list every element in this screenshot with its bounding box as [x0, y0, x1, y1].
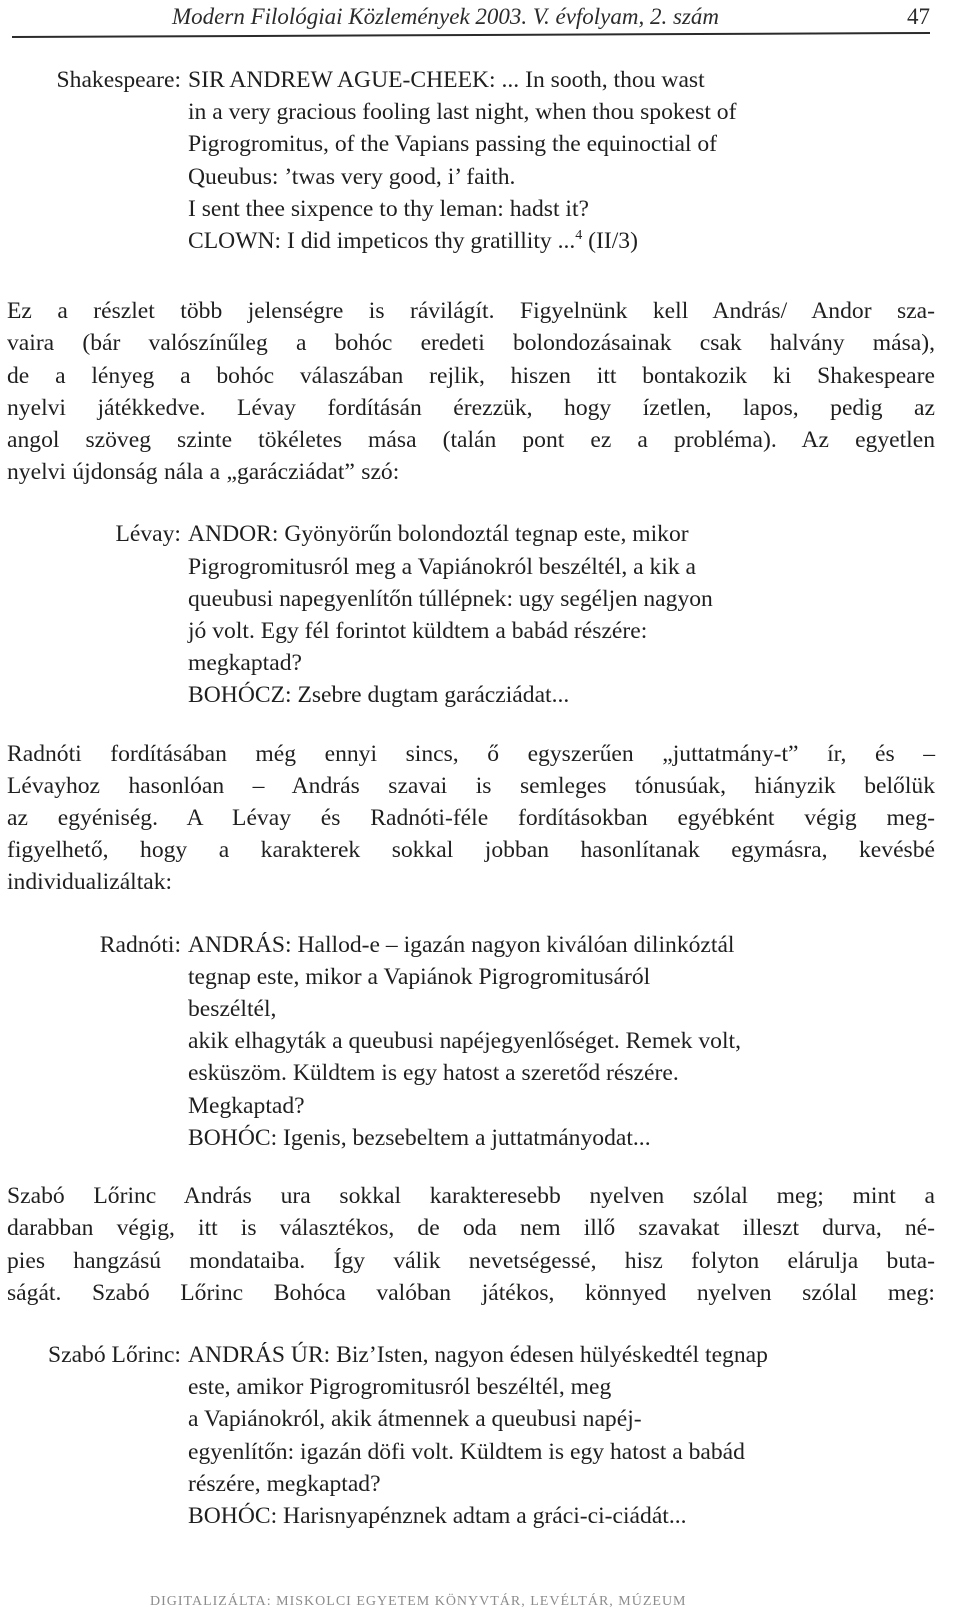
journal-title: Modern Filológiai Közlemények 2003. V. évfolyam, 2. szám — [172, 4, 720, 29]
quote-line: Megkaptad? — [188, 1092, 305, 1119]
quote-szabo-lorinc — [7, 1339, 935, 1532]
quote-line: esküszöm. Küldtem is egy hatost a szeretőd részére. — [188, 1060, 679, 1087]
quote-line: SIR ANDREW AGUE-CHEEK: ... In sooth, thou wast — [188, 67, 705, 93]
paragraph-line: pies hangzású mondataiba. Így válik nevetségessé, hisz folyton elárulja buta- — [7, 1247, 935, 1274]
quote-line: Pigrogromitus, of the Vapians passing the equinoctial of — [188, 131, 718, 158]
page-number: 47 — [907, 4, 930, 29]
quote-levay — [7, 518, 935, 711]
quote-line: megkaptad? — [188, 650, 302, 677]
digitization-watermark: DIGITALIZÁLTA: MISKOLCI EGYETEM KÖNYVTÁR, LEVÉLTÁR, MÚZEUM — [150, 1594, 687, 1609]
paragraph-line: Lévayhoz hasonlóan – András szavai is semleges tónusúak, hiányzik belőlük — [7, 772, 935, 799]
paragraph-line: figyelhető, hogy a karakterek sokkal jobban hasonlítanak egymásra, kevésbé — [7, 837, 935, 864]
quote-label: Lévay: — [115, 521, 181, 548]
paragraph — [7, 738, 935, 899]
footnote-marker: 4 — [575, 228, 583, 244]
quote-line — [188, 225, 935, 257]
paragraph-line: Radnóti fordításában még ennyi sincs, ő egyszerűen „juttatmány-t” ír, és – — [7, 740, 935, 767]
paragraph-line: az egyéniség. A Lévay és Radnóti-féle fordításokban egyébként végig meg- — [7, 805, 935, 832]
quote-line: ANDRÁS ÚR: Biz’Isten, nagyon édesen hülyéskedtél tegnap — [188, 1341, 768, 1368]
quote-text — [188, 929, 935, 1154]
quote-label: Radnóti: — [99, 931, 181, 958]
quote-line: beszéltél, — [188, 996, 277, 1023]
quote-line: BOHÓC: Igenis, bezsebeltem a juttatmányodat... — [188, 1124, 651, 1151]
quote-line: BOHÓCZ: Zsebre dugtam garácziádat... — [188, 682, 570, 709]
quote-line: jó volt. Egy fél forintot küldtem a babád részére: — [188, 618, 648, 645]
quote-line: queubusi napegyenlítőn túllépnek: ugy segéljen nagyon — [188, 585, 713, 612]
paragraph — [7, 1180, 935, 1309]
act-scene-reference: (II/3) — [582, 228, 638, 255]
quote-line: este, amikor Pigrogromitusról beszéltél, meg — [188, 1374, 612, 1401]
quote-line: I sent thee sixpence to thy leman: hadst it? — [188, 195, 589, 222]
paragraph — [7, 295, 935, 488]
paragraph-line: Szabó Lőrinc András ura sokkal karakteresebb nyelven szólal meg; mint a — [7, 1183, 935, 1210]
quote-line: a Vapiánokról, akik átmennek a queubusi napéj- — [188, 1406, 642, 1433]
quote-line: Queubus: ’twas very good, i’ faith. — [188, 163, 516, 190]
paragraph-line: nyelvi újdonság nála a „garácziádat” szó: — [7, 459, 400, 486]
quote-line: részére, megkaptad? — [188, 1470, 381, 1497]
paragraph-line: Ez a részlet több jelenségre is rávilágít. Figyelnünk kell András/ Andor sza- — [7, 298, 935, 325]
quote-line: ANDRÁS: Hallod-e – igazán nagyon kiválóan dilinkóztál — [188, 931, 735, 958]
quote-line: tegnap este, mikor a Vapiánok Pigrogromitusáról — [188, 963, 651, 990]
article-body — [7, 64, 935, 1532]
quote-line: akik elhagyták a queubusi napéjegyenlőséget. Remek volt, — [188, 1028, 741, 1055]
quote-line: in a very gracious fooling last night, when thou spokest of — [188, 99, 737, 126]
paragraph-line: de a lényeg a bohóc válaszában rejlik, hiszen itt bontakozik ki Shakespeare — [7, 362, 935, 389]
quote-text — [188, 1339, 935, 1532]
paragraph-line: vaira (bár valószínűleg a bohóc eredeti bolondozásainak csak halvány mása), — [7, 330, 935, 357]
quote-line: BOHÓC: Harisnyapénznek adtam a gráci-ci-ciádát... — [188, 1502, 687, 1529]
paragraph-line: ságát. Szabó Lőrinc Bohóca valóban játékos, könnyed nyelven szólal meg: — [7, 1279, 935, 1306]
paragraph-line: nyelvi játékkedve. Lévay fordításán érezzük, hogy ízetlen, lapos, pedig az — [7, 394, 935, 421]
paragraph-line: darabban végig, itt is választékos, de oda nem illő szavakat illeszt durva, né- — [7, 1215, 935, 1242]
quote-line-text: CLOWN: I did impeticos thy gratillity ... — [188, 228, 576, 255]
quote-line: Pigrogromitusról meg a Vapiánokról beszéltél, a kik a — [188, 553, 697, 580]
quote-shakespeare — [7, 64, 935, 257]
quote-radnoti — [7, 929, 935, 1154]
quote-line: ANDOR: Gyönyörűn bolondoztál tegnap este, mikor — [188, 521, 689, 548]
quote-line: egyenlítőn: igazán döfi volt. Küldtem is egy hatost a babád — [188, 1438, 745, 1465]
running-header — [20, 4, 930, 36]
quote-text — [188, 64, 935, 257]
quote-label: Szabó Lőrinc: — [47, 1341, 181, 1368]
paragraph-line: individualizáltak: — [7, 869, 173, 896]
paragraph-line: angol szöveg szinte tökéletes mása (talán pont ez a probléma). Az egyetlen — [7, 427, 935, 454]
quote-label: Shakespeare: — [56, 67, 181, 93]
quote-text — [188, 518, 935, 711]
